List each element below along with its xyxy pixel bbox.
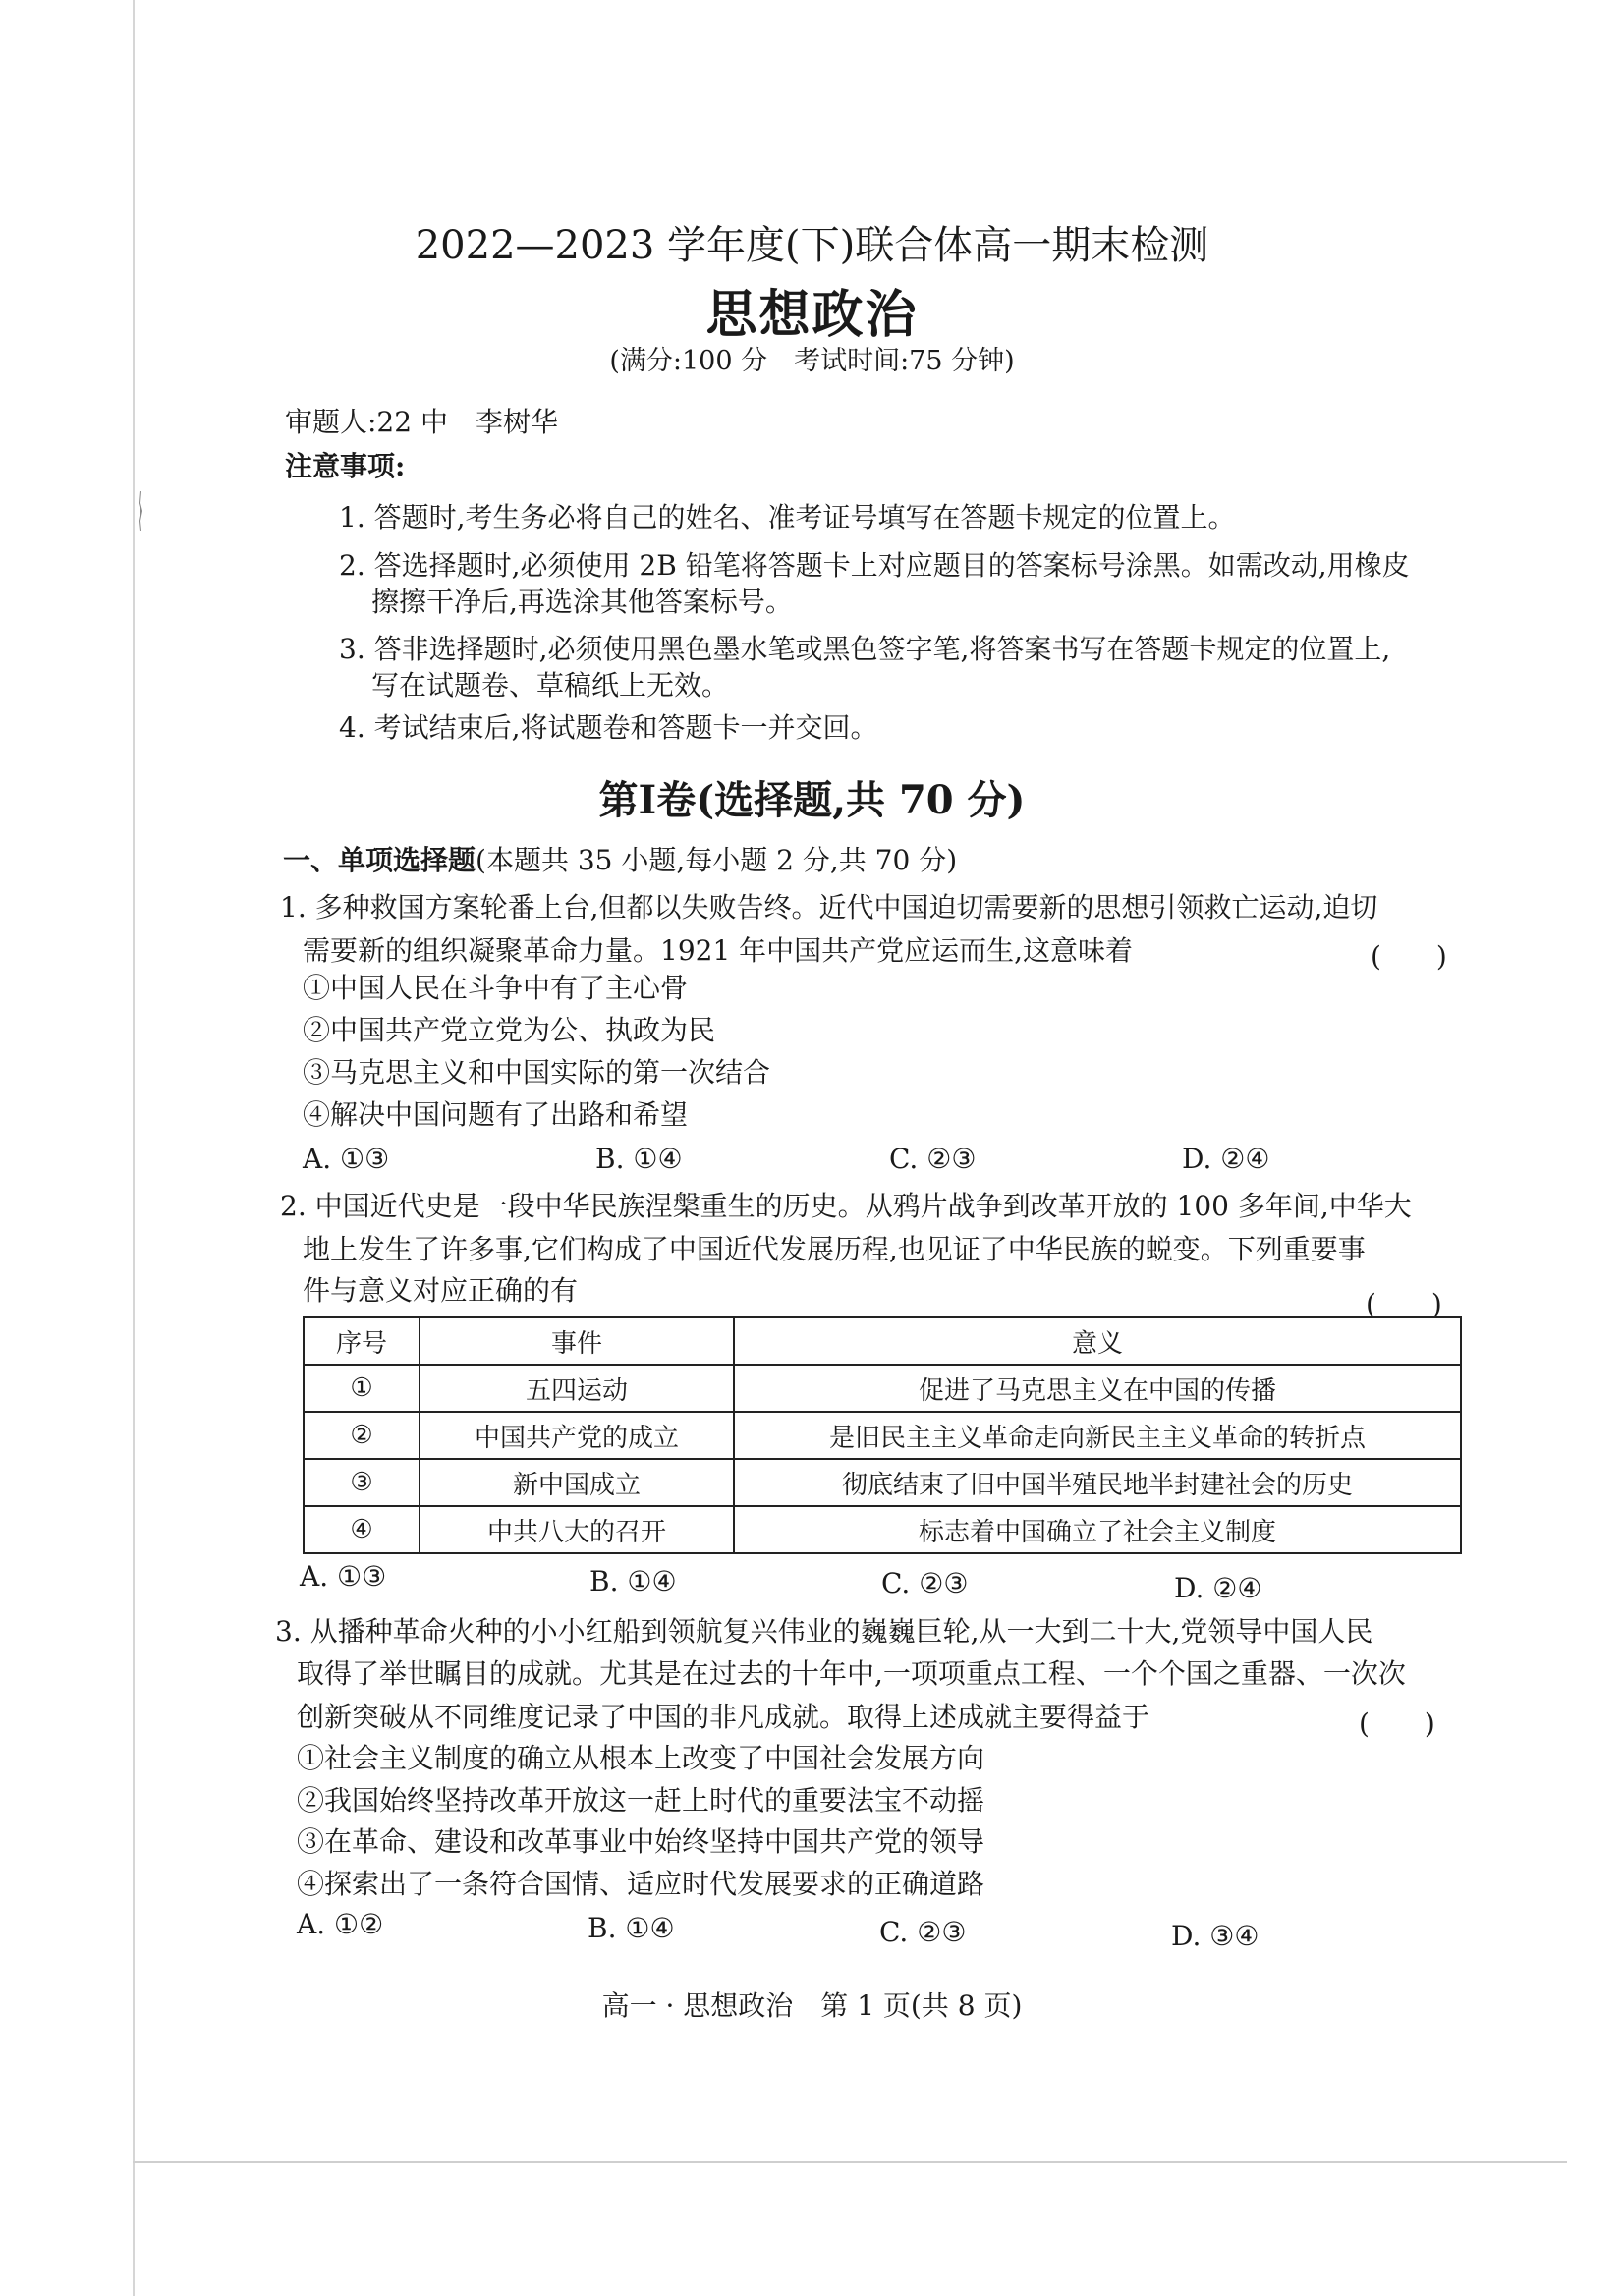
table-cell: 标志着中国确立了社会主义制度 <box>734 1506 1461 1553</box>
table-cell: ① <box>304 1365 420 1412</box>
question-text: 件与意义对应正确的有 <box>303 1274 579 1307</box>
table-row <box>304 1506 1461 1553</box>
notice-item: 1. 答题时,考生务必将自己的姓名、准考证号填写在答题卡规定的位置上。 <box>339 501 1236 533</box>
statement: ④探索出了一条符合国情、适应时代发展要求的正确道路 <box>297 1868 985 1900</box>
exam-meta: (满分:100 分 考试时间:75 分钟) <box>609 346 1015 376</box>
statement: ①中国人民在斗争中有了主心骨 <box>303 972 689 1004</box>
question-text: 取得了举世瞩目的成就。尤其是在过去的十年中,一项项重点工程、一个个国之重器、一次次 <box>297 1657 1406 1690</box>
table-cell: 是旧民主主义革命走向新民主主义革命的转折点 <box>734 1412 1461 1459</box>
exam-subject: 思想政治 <box>705 285 919 345</box>
option-c: C. ②③ <box>889 1143 977 1175</box>
section-title: 第Ⅰ卷(选择题,共 70 分) <box>598 777 1026 823</box>
table-cell: 五四运动 <box>420 1365 734 1412</box>
table-header-row <box>304 1317 1461 1365</box>
notice-item: 4. 考试结束后,将试题卷和答题卡一并交回。 <box>339 711 878 744</box>
answer-paren: ( ) <box>1359 1708 1435 1740</box>
option-c: C. ②③ <box>881 1567 969 1599</box>
exam-title: 2022—2023 学年度(下)联合体高一期末检测 <box>415 223 1209 268</box>
table-cell: ④ <box>304 1506 420 1553</box>
margin-mark-icon <box>138 491 143 531</box>
table-cell: 彻底结束了旧中国半殖民地半封建社会的历史 <box>734 1459 1461 1506</box>
part-heading-desc: (本题共 35 小题,每小题 2 分,共 70 分) <box>476 844 958 876</box>
question-text: 创新突破从不同维度记录了中国的非凡成就。取得上述成就主要得益于 <box>297 1701 1150 1733</box>
option-b: B. ①④ <box>595 1143 683 1175</box>
table-header: 序号 <box>304 1317 420 1365</box>
option-d: D. ②④ <box>1182 1143 1270 1175</box>
statement: ②中国共产党立党为公、执政为民 <box>303 1014 716 1046</box>
question-text: 1. 多种救国方案轮番上台,但都以失败告终。近代中国迫切需要新的思想引领救亡运动,迫切 <box>280 891 1378 924</box>
notice-item: 2. 答选择题时,必须使用 2B 铅笔将答题卡上对应题目的答案标号涂黑。如需改动,用橡皮 <box>339 549 1410 582</box>
table-cell: 新中国成立 <box>420 1459 734 1506</box>
table-cell: ③ <box>304 1459 420 1506</box>
table-cell: ② <box>304 1412 420 1459</box>
notice-item: 擦擦干净后,再选涂其他答案标号。 <box>371 586 793 618</box>
option-c: C. ②③ <box>879 1916 967 1948</box>
statement: ③马克思主义和中国实际的第一次结合 <box>303 1056 771 1089</box>
option-d: D. ③④ <box>1171 1920 1260 1952</box>
statement: ④解决中国问题有了出路和希望 <box>303 1098 689 1131</box>
question-text: 地上发生了许多事,它们构成了中国近代发展历程,也见证了中华民族的蜕变。下列重要事 <box>303 1233 1366 1265</box>
notice-item: 3. 答非选择题时,必须使用黑色墨水笔或黑色签字笔,将答案书写在答题卡规定的位置上, <box>339 633 1391 665</box>
option-a: A. ①③ <box>300 1560 387 1593</box>
statement: ②我国始终坚持改革开放这一赶上时代的重要法宝不动摇 <box>297 1784 985 1817</box>
question-text: 2. 中国近代史是一段中华民族涅槃重生的历史。从鸦片战争到改革开放的 100 多年间,中华大 <box>280 1190 1412 1222</box>
events-table <box>303 1316 1462 1554</box>
table-cell: 中共八大的召开 <box>420 1506 734 1553</box>
part-heading <box>283 843 957 877</box>
table-row <box>304 1412 1461 1459</box>
option-a: A. ①③ <box>303 1143 390 1175</box>
option-d: D. ②④ <box>1174 1572 1262 1604</box>
statement: ③在革命、建设和改革事业中始终坚持中国共产党的领导 <box>297 1825 985 1858</box>
statement: ①社会主义制度的确立从根本上改变了中国社会发展方向 <box>297 1742 985 1774</box>
question-text: 需要新的组织凝聚革命力量。1921 年中国共产党应运而生,这意味着 <box>303 934 1134 967</box>
table-header: 事件 <box>420 1317 734 1365</box>
option-b: B. ①④ <box>588 1912 675 1944</box>
question-text: 3. 从播种革命火种的小小红船到领航复兴伟业的巍巍巨轮,从一大到二十大,党领导中国人民 <box>275 1615 1373 1648</box>
notice-item: 写在试题卷、草稿纸上无效。 <box>371 669 730 701</box>
option-b: B. ①④ <box>589 1565 677 1597</box>
page-bottom-edge <box>133 2161 1567 2163</box>
table-cell: 中国共产党的成立 <box>420 1412 734 1459</box>
answer-paren: ( ) <box>1366 1288 1442 1320</box>
notice-heading: 注意事项: <box>285 450 406 482</box>
page-footer: 高一 · 思想政治 第 1 页(共 8 页) <box>601 1989 1023 2022</box>
table-row <box>304 1365 1461 1412</box>
table-row <box>304 1459 1461 1506</box>
option-a: A. ①② <box>297 1908 384 1940</box>
answer-paren: ( ) <box>1371 940 1447 973</box>
table-header: 意义 <box>734 1317 1461 1365</box>
part-heading-label: 一、单项选择题 <box>283 844 476 876</box>
reviewer: 审题人:22 中 李树华 <box>285 406 558 438</box>
table-cell: 促进了马克思主义在中国的传播 <box>734 1365 1461 1412</box>
